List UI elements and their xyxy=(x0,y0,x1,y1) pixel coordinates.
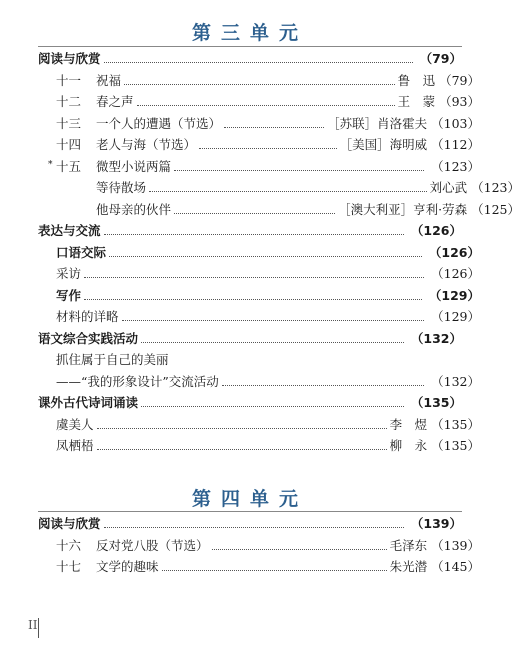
toc-entry[interactable] xyxy=(38,156,480,176)
entry-author: 柳 永 xyxy=(389,438,428,453)
entry-title: 口语交际 xyxy=(56,244,107,260)
entry-number: 十六 xyxy=(56,537,82,553)
entry-page: （112） xyxy=(431,137,480,152)
entry-title: 文学的趣味 xyxy=(96,559,159,574)
entry-title: 抓住属于自己的美丽 xyxy=(56,352,169,367)
unit-4-title: 第四单元 xyxy=(191,488,308,510)
leader-dots xyxy=(174,170,424,171)
leader-dots xyxy=(97,449,387,450)
toc-entry[interactable] xyxy=(38,134,480,154)
leader-dots xyxy=(141,406,404,407)
entry-author: 鲁 迅 xyxy=(397,72,436,88)
entry-title: 他母亲的伙伴 xyxy=(96,201,172,217)
entry-page: （103） xyxy=(431,115,480,131)
leader-dots xyxy=(84,299,422,300)
optional-marker: * xyxy=(48,159,53,170)
entry-title: 反对党八股（节选） xyxy=(96,537,209,553)
toc-entry[interactable] xyxy=(38,371,480,391)
toc-section-heading[interactable] xyxy=(38,513,462,533)
entry-page: （135） xyxy=(410,395,462,410)
leader-dots xyxy=(97,428,387,429)
entry-number: 十四 xyxy=(56,137,82,152)
entry-author: ［澳大利亚］亨利·劳森 xyxy=(338,201,468,217)
entry-number: 十二 xyxy=(56,94,82,109)
entry-page: （123） xyxy=(471,180,520,195)
toc-section-heading[interactable] xyxy=(38,328,462,348)
entry-page: （139） xyxy=(431,537,480,553)
toc-subsection[interactable] xyxy=(38,242,480,262)
toc-entry[interactable] xyxy=(38,263,480,283)
entry-page: （79） xyxy=(419,51,462,66)
entry-page: （145） xyxy=(431,559,480,574)
toc-entry[interactable] xyxy=(38,349,480,369)
toc-section-heading[interactable] xyxy=(38,48,462,68)
entry-page: （135） xyxy=(431,438,480,453)
entry-title: ——“我的形象设计”交流活动 xyxy=(56,373,219,389)
entry-title: 虞美人 xyxy=(56,416,94,432)
leader-dots xyxy=(199,148,337,149)
leader-dots xyxy=(141,342,404,343)
leader-dots xyxy=(149,191,427,192)
page-number-bar xyxy=(38,618,39,638)
entry-page: （126） xyxy=(410,223,462,238)
leader-dots xyxy=(137,105,395,106)
entry-author: ［美国］海明威 xyxy=(339,137,428,152)
toc-entry[interactable] xyxy=(38,414,480,434)
page-number: II xyxy=(28,618,38,632)
toc-section-heading[interactable] xyxy=(38,220,462,240)
entry-author: ［苏联］肖洛霍夫 xyxy=(327,115,428,131)
toc-entry[interactable] xyxy=(38,113,480,133)
entry-title: 材料的详略 xyxy=(56,309,119,324)
entry-author: 李 煜 xyxy=(389,416,428,432)
toc-subsection[interactable] xyxy=(38,285,480,305)
toc-entry[interactable] xyxy=(38,70,480,90)
leader-dots xyxy=(104,527,404,528)
entry-author: 刘心武 xyxy=(429,180,468,195)
entry-title: 表达与交流 xyxy=(38,223,101,238)
leader-dots xyxy=(124,84,395,85)
entry-page: （123） xyxy=(431,158,480,174)
toc-sub-entry[interactable] xyxy=(38,199,520,219)
entry-title: 采访 xyxy=(56,266,82,281)
entry-number: 十五 xyxy=(56,158,82,174)
leader-dots xyxy=(104,62,413,63)
entry-page: （126） xyxy=(431,266,480,281)
toc-entry[interactable] xyxy=(38,91,480,111)
unit-4-rule xyxy=(38,511,462,512)
leader-dots xyxy=(122,320,425,321)
leader-dots xyxy=(84,277,424,278)
entry-page: （93） xyxy=(439,94,480,109)
entry-title: 老人与海（节选） xyxy=(96,137,197,152)
entry-number: 十一 xyxy=(56,72,82,88)
entry-title: 语文综合实践活动 xyxy=(38,330,139,346)
entry-title: 一个人的遭遇（节选） xyxy=(96,115,222,131)
entry-page: （132） xyxy=(431,373,480,389)
leader-dots xyxy=(104,234,404,235)
toc-entry[interactable] xyxy=(38,535,480,555)
entry-title: 祝福 xyxy=(96,72,122,88)
entry-author: 王 蒙 xyxy=(397,94,436,109)
entry-page: （129） xyxy=(431,309,480,324)
leader-dots xyxy=(212,549,387,550)
entry-title: 微型小说两篇 xyxy=(96,158,172,174)
entry-title: 课外古代诗词诵读 xyxy=(38,395,139,410)
entry-author: 朱光潜 xyxy=(389,559,428,574)
toc-entry[interactable] xyxy=(38,556,480,576)
toc-entry[interactable] xyxy=(38,435,480,455)
entry-page: （132） xyxy=(410,330,462,346)
toc-sub-entry[interactable] xyxy=(38,177,520,197)
entry-title: 阅读与欣赏 xyxy=(38,51,101,66)
leader-dots xyxy=(222,385,424,386)
entry-title: 等待散场 xyxy=(96,180,147,195)
entry-number: 十七 xyxy=(56,559,82,574)
leader-dots xyxy=(174,213,335,214)
entry-title: 春之声 xyxy=(96,94,134,109)
entry-page: （135） xyxy=(431,416,480,432)
entry-page: （129） xyxy=(428,287,480,303)
entry-title: 阅读与欣赏 xyxy=(38,516,101,531)
leader-dots xyxy=(162,570,387,571)
unit-3-title: 第三单元 xyxy=(191,22,308,44)
leader-dots xyxy=(224,127,324,128)
toc-section-heading[interactable] xyxy=(38,392,462,412)
entry-title: 写作 xyxy=(56,287,82,303)
entry-page: （139） xyxy=(410,516,462,531)
entry-page: （125） xyxy=(471,201,520,217)
leader-dots xyxy=(109,256,422,257)
entry-page: （126） xyxy=(428,244,480,260)
entry-author: 毛泽东 xyxy=(389,537,428,553)
toc-entry[interactable] xyxy=(38,306,480,326)
entry-page: （79） xyxy=(439,72,480,88)
entry-number: 十三 xyxy=(56,115,82,131)
unit-3-rule xyxy=(38,46,462,47)
entry-title: 凤栖梧 xyxy=(56,438,94,453)
